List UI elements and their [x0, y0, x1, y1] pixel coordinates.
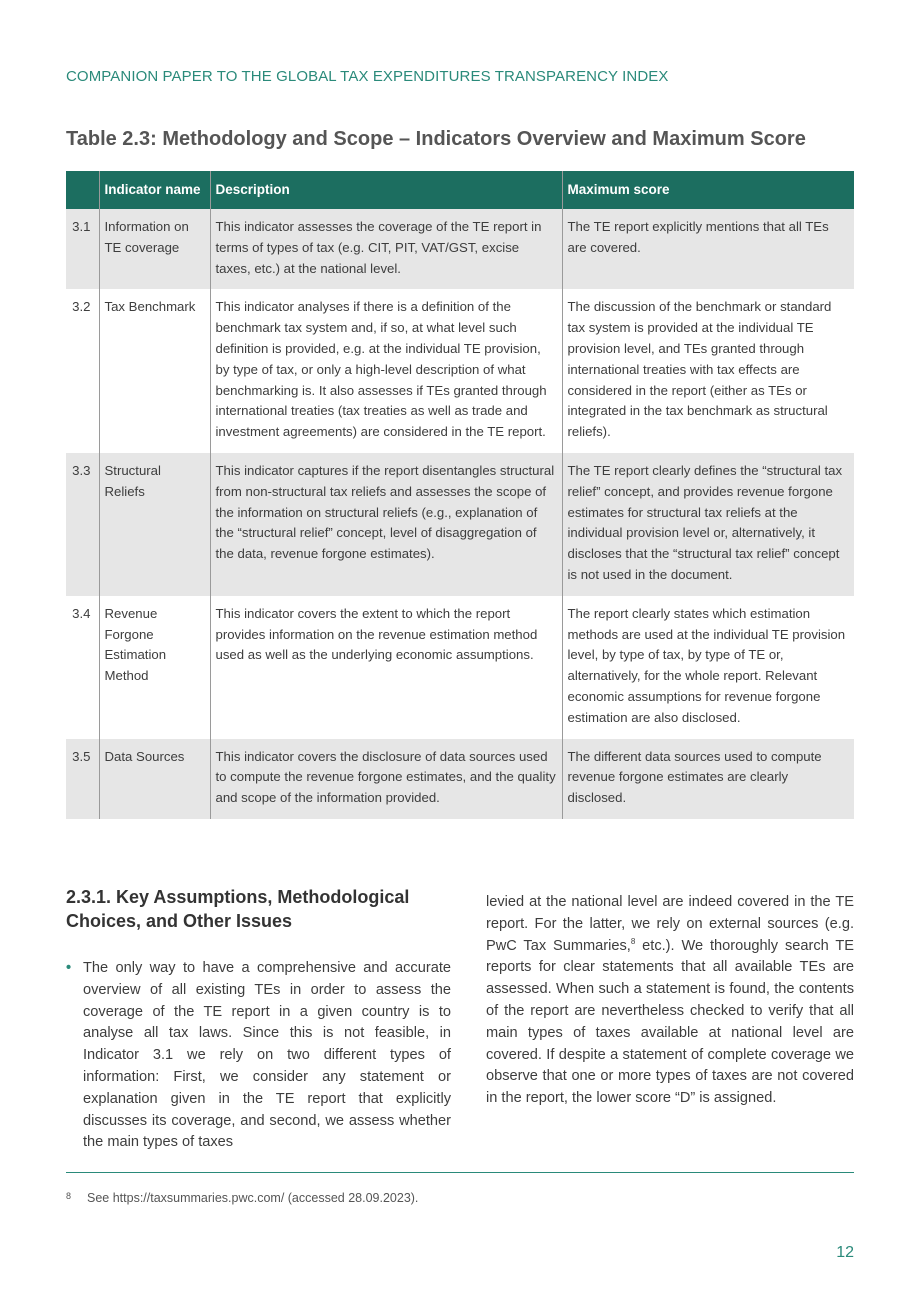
body-paragraph-right-column — [486, 892, 854, 1110]
indicator-name: Revenue Forgone Estimation Method — [99, 596, 210, 739]
row-number: 3.5 — [66, 739, 99, 819]
row-number: 3.2 — [72, 299, 91, 315]
indicator-description: This indicator covers the disclosure of data sources used to compute the revenue forgone estimates, and the quality and scope of the information provided. — [210, 739, 562, 819]
indicator-name: Structural Reliefs — [99, 453, 210, 596]
indicator-description: This indicator analyses if there is a definition of the benchmark tax system and, if so, at what level such definition is provided, e.g. at the individual TE provision, by type of tax, or only a high-level description of what benchmarking is. It also assesses if TEs granted through international treaties (tax treaties as well as trade and investment agreements) are considered in the TE report. — [210, 289, 562, 453]
bullet-text: The only way to have a comprehensive and accurate overview of all existing TEs in order to assess the coverage of the TE report in a given country is to analyse all tax laws. Since this is not feasible, in Indicator 3.1 we rely on two different types of information: First, we consider any statement or explanation given in the TE report that explicitly discusses its coverage, and second, we assess whether the main types of taxes — [83, 960, 451, 1151]
bullet-marker: • — [66, 960, 72, 976]
table-row — [66, 596, 854, 739]
maximum-score: The different data sources used to compute revenue forgone estimates are clearly disclosed. — [562, 739, 854, 819]
footnote — [66, 1191, 418, 1205]
paragraph-text-before-ref: levied at the national level are indeed covered in the TE report. For the latter, we rely on external sources (e.g. PwC Tax Summaries, — [486, 894, 854, 954]
section-heading: 2.3.1. Key Assumptions, Methodological Choices, and Other Issues — [66, 887, 410, 931]
footnote-divider — [66, 1172, 854, 1173]
maximum-score: The report clearly states which estimation methods are used at the individual TE provision level, by type of tax, by type of TE or, alternatively, for the whole report. Relevant economic assumptions for revenue forgone estimation are also disclosed. — [562, 596, 854, 739]
footnote-text: See https://taxsummaries.pwc.com/ (accessed 28.09.2023). — [87, 1191, 419, 1205]
indicator-name: Tax Benchmark — [99, 289, 210, 453]
bullet-paragraph — [66, 958, 451, 1154]
footnote-reference[interactable]: 8 — [630, 936, 636, 946]
indicator-description: This indicator captures if the report disentangles structural from non-structural tax reliefs and assesses the scope of the information on structural reliefs (e.g., explanation of the “structural relief” concept, level of disaggregation of the data, revenue forgone estimates). — [210, 453, 562, 596]
indicator-name: Data Sources — [99, 739, 210, 819]
table-title: Table 2.3: Methodology and Scope – Indicators Overview and Maximum Score — [66, 128, 806, 150]
indicator-description: This indicator assesses the coverage of the TE report in terms of types of tax (e.g. CIT, PIT, VAT/GST, excise taxes, etc.) at the national level. — [210, 209, 562, 289]
maximum-score: The TE report explicitly mentions that all TEs are covered. — [562, 209, 854, 289]
maximum-score: The discussion of the benchmark or standard tax system is provided at the individual TE provision level, and TEs granted through international treaties with tax effects are considered in the report (either as TEs or integrated in the tax benchmark as structural reliefs). — [562, 289, 854, 453]
row-number: 3.3 — [66, 453, 99, 596]
indicator-name: Information on TE coverage — [99, 209, 210, 289]
running-header: COMPANION PAPER TO THE GLOBAL TAX EXPENDITURES TRANSPARENCY INDEX — [66, 68, 669, 85]
footnote-number: 8 — [66, 1191, 72, 1201]
column-header-indicator-name: Indicator name — [99, 171, 210, 209]
table-row — [66, 289, 854, 453]
row-number: 3.1 — [66, 209, 99, 289]
maximum-score: The TE report clearly defines the “structural tax relief” concept, and provides revenue forgone estimates for structural tax reliefs at the individual provision level or, alternatively, it discloses that the “structural tax relief” concept is not used in the document. — [562, 453, 854, 596]
indicators-table — [66, 171, 854, 819]
column-header-maximum-score: Maximum score — [562, 171, 854, 209]
indicator-description: This indicator covers the extent to which the report provides information on the revenue estimation method used as well as the underlying economic assumptions. — [210, 596, 562, 739]
table-row — [66, 453, 854, 596]
page-number: 12 — [836, 1244, 854, 1261]
column-header-number — [66, 171, 99, 209]
row-number: 3.4 — [72, 605, 91, 621]
table-header-row — [66, 171, 854, 209]
paragraph-text-after-ref: etc.). We thoroughly search TE reports for clear statements that all available TEs are assessed. When such a statement is found, the contents of the report are nevertheless checked to verify that all main types of taxes available at national level are covered. If despite a statement of complete coverage we observe that one or more types of taxes are not covered in the report, the lower score “D” is assigned. — [486, 937, 855, 1107]
column-header-description: Description — [210, 171, 562, 209]
table-row — [66, 209, 854, 289]
table-row — [66, 739, 854, 819]
